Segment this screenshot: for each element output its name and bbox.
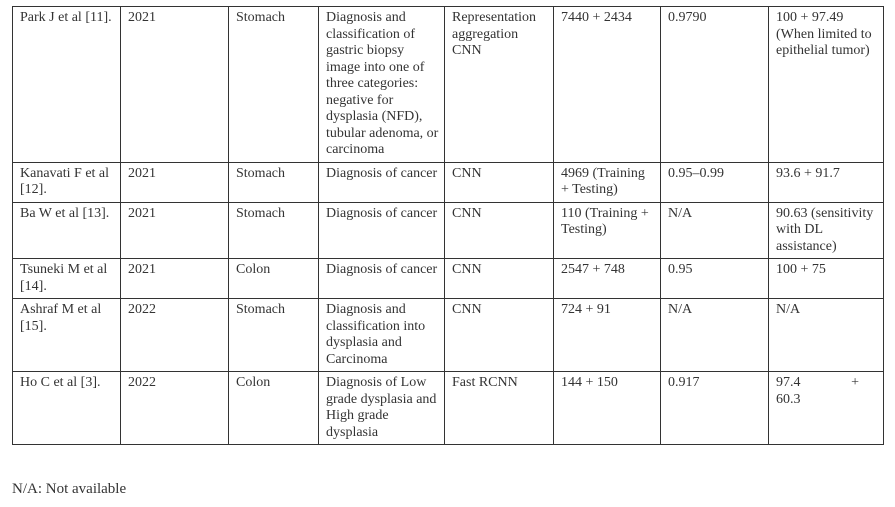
organ-cell: Stomach <box>229 7 319 163</box>
organ-cell: Stomach <box>229 299 319 372</box>
year-cell: 2021 <box>121 7 229 163</box>
auc-cell: N/A <box>661 299 769 372</box>
sample-size-cell: 4969 (Training + Testing) <box>554 162 661 202</box>
method-cell: CNN <box>445 162 554 202</box>
method-cell: CNN <box>445 259 554 299</box>
task-cell: Diagnosis of cancer <box>319 202 445 259</box>
accuracy-value-a: 97.4 <box>776 375 801 390</box>
accuracy-cell: N/A <box>769 299 884 372</box>
auc-cell: 0.95 <box>661 259 769 299</box>
accuracy-cell: 90.63 (sensitivity with DL assistance) <box>769 202 884 259</box>
auc-cell: 0.9790 <box>661 7 769 163</box>
task-cell: Diagnosis and classification into dysplasia and Carcinoma <box>319 299 445 372</box>
author-cell: Ba W et al [13]. <box>13 202 121 259</box>
method-cell: Fast RCNN <box>445 372 554 445</box>
table-row <box>13 162 884 202</box>
method-cell: Representation aggregation CNN <box>445 7 554 163</box>
table-row <box>13 299 884 372</box>
table-row <box>13 259 884 299</box>
table-row <box>13 372 884 445</box>
sample-size-cell: 7440 + 2434 <box>554 7 661 163</box>
table-row <box>13 202 884 259</box>
method-cell: CNN <box>445 202 554 259</box>
accuracy-cell: 100 + 75 <box>769 259 884 299</box>
sample-size-cell: 2547 + 748 <box>554 259 661 299</box>
accuracy-plus: + <box>851 375 859 390</box>
auc-cell: N/A <box>661 202 769 259</box>
author-cell: Ashraf M et al [15]. <box>13 299 121 372</box>
accuracy-value-b: 60.3 <box>776 391 801 407</box>
accuracy-cell: 100 + 97.49 (When limited to epithelial tumor) <box>769 7 884 163</box>
organ-cell: Stomach <box>229 202 319 259</box>
task-cell: Diagnosis and classification of gastric biopsy image into one of three categories: negative for dysplasia (NFD), tubular adenoma, or carcinoma <box>319 7 445 163</box>
author-cell: Ho C et al [3]. <box>13 372 121 445</box>
year-cell: 2021 <box>121 162 229 202</box>
sample-size-cell: 144 + 150 <box>554 372 661 445</box>
task-cell: Diagnosis of Low grade dysplasia and High grade dysplasia <box>319 372 445 445</box>
accuracy-cell <box>769 372 884 445</box>
table-row <box>13 7 884 163</box>
organ-cell: Colon <box>229 259 319 299</box>
method-cell: CNN <box>445 299 554 372</box>
year-cell: 2021 <box>121 259 229 299</box>
sample-size-cell: 724 + 91 <box>554 299 661 372</box>
auc-cell: 0.95–0.99 <box>661 162 769 202</box>
studies-table <box>12 6 884 445</box>
year-cell: 2022 <box>121 299 229 372</box>
author-cell: Kanavati F et al [12]. <box>13 162 121 202</box>
year-cell: 2022 <box>121 372 229 445</box>
task-cell: Diagnosis of cancer <box>319 162 445 202</box>
sample-size-cell: 110 (Training + Testing) <box>554 202 661 259</box>
table-footnote: N/A: Not available <box>12 481 127 497</box>
year-cell: 2021 <box>121 202 229 259</box>
author-cell: Tsuneki M et al [14]. <box>13 259 121 299</box>
organ-cell: Stomach <box>229 162 319 202</box>
author-cell: Park J et al [11]. <box>13 7 121 163</box>
auc-cell: 0.917 <box>661 372 769 445</box>
accuracy-cell: 93.6 + 91.7 <box>769 162 884 202</box>
task-cell: Diagnosis of cancer <box>319 259 445 299</box>
organ-cell: Colon <box>229 372 319 445</box>
